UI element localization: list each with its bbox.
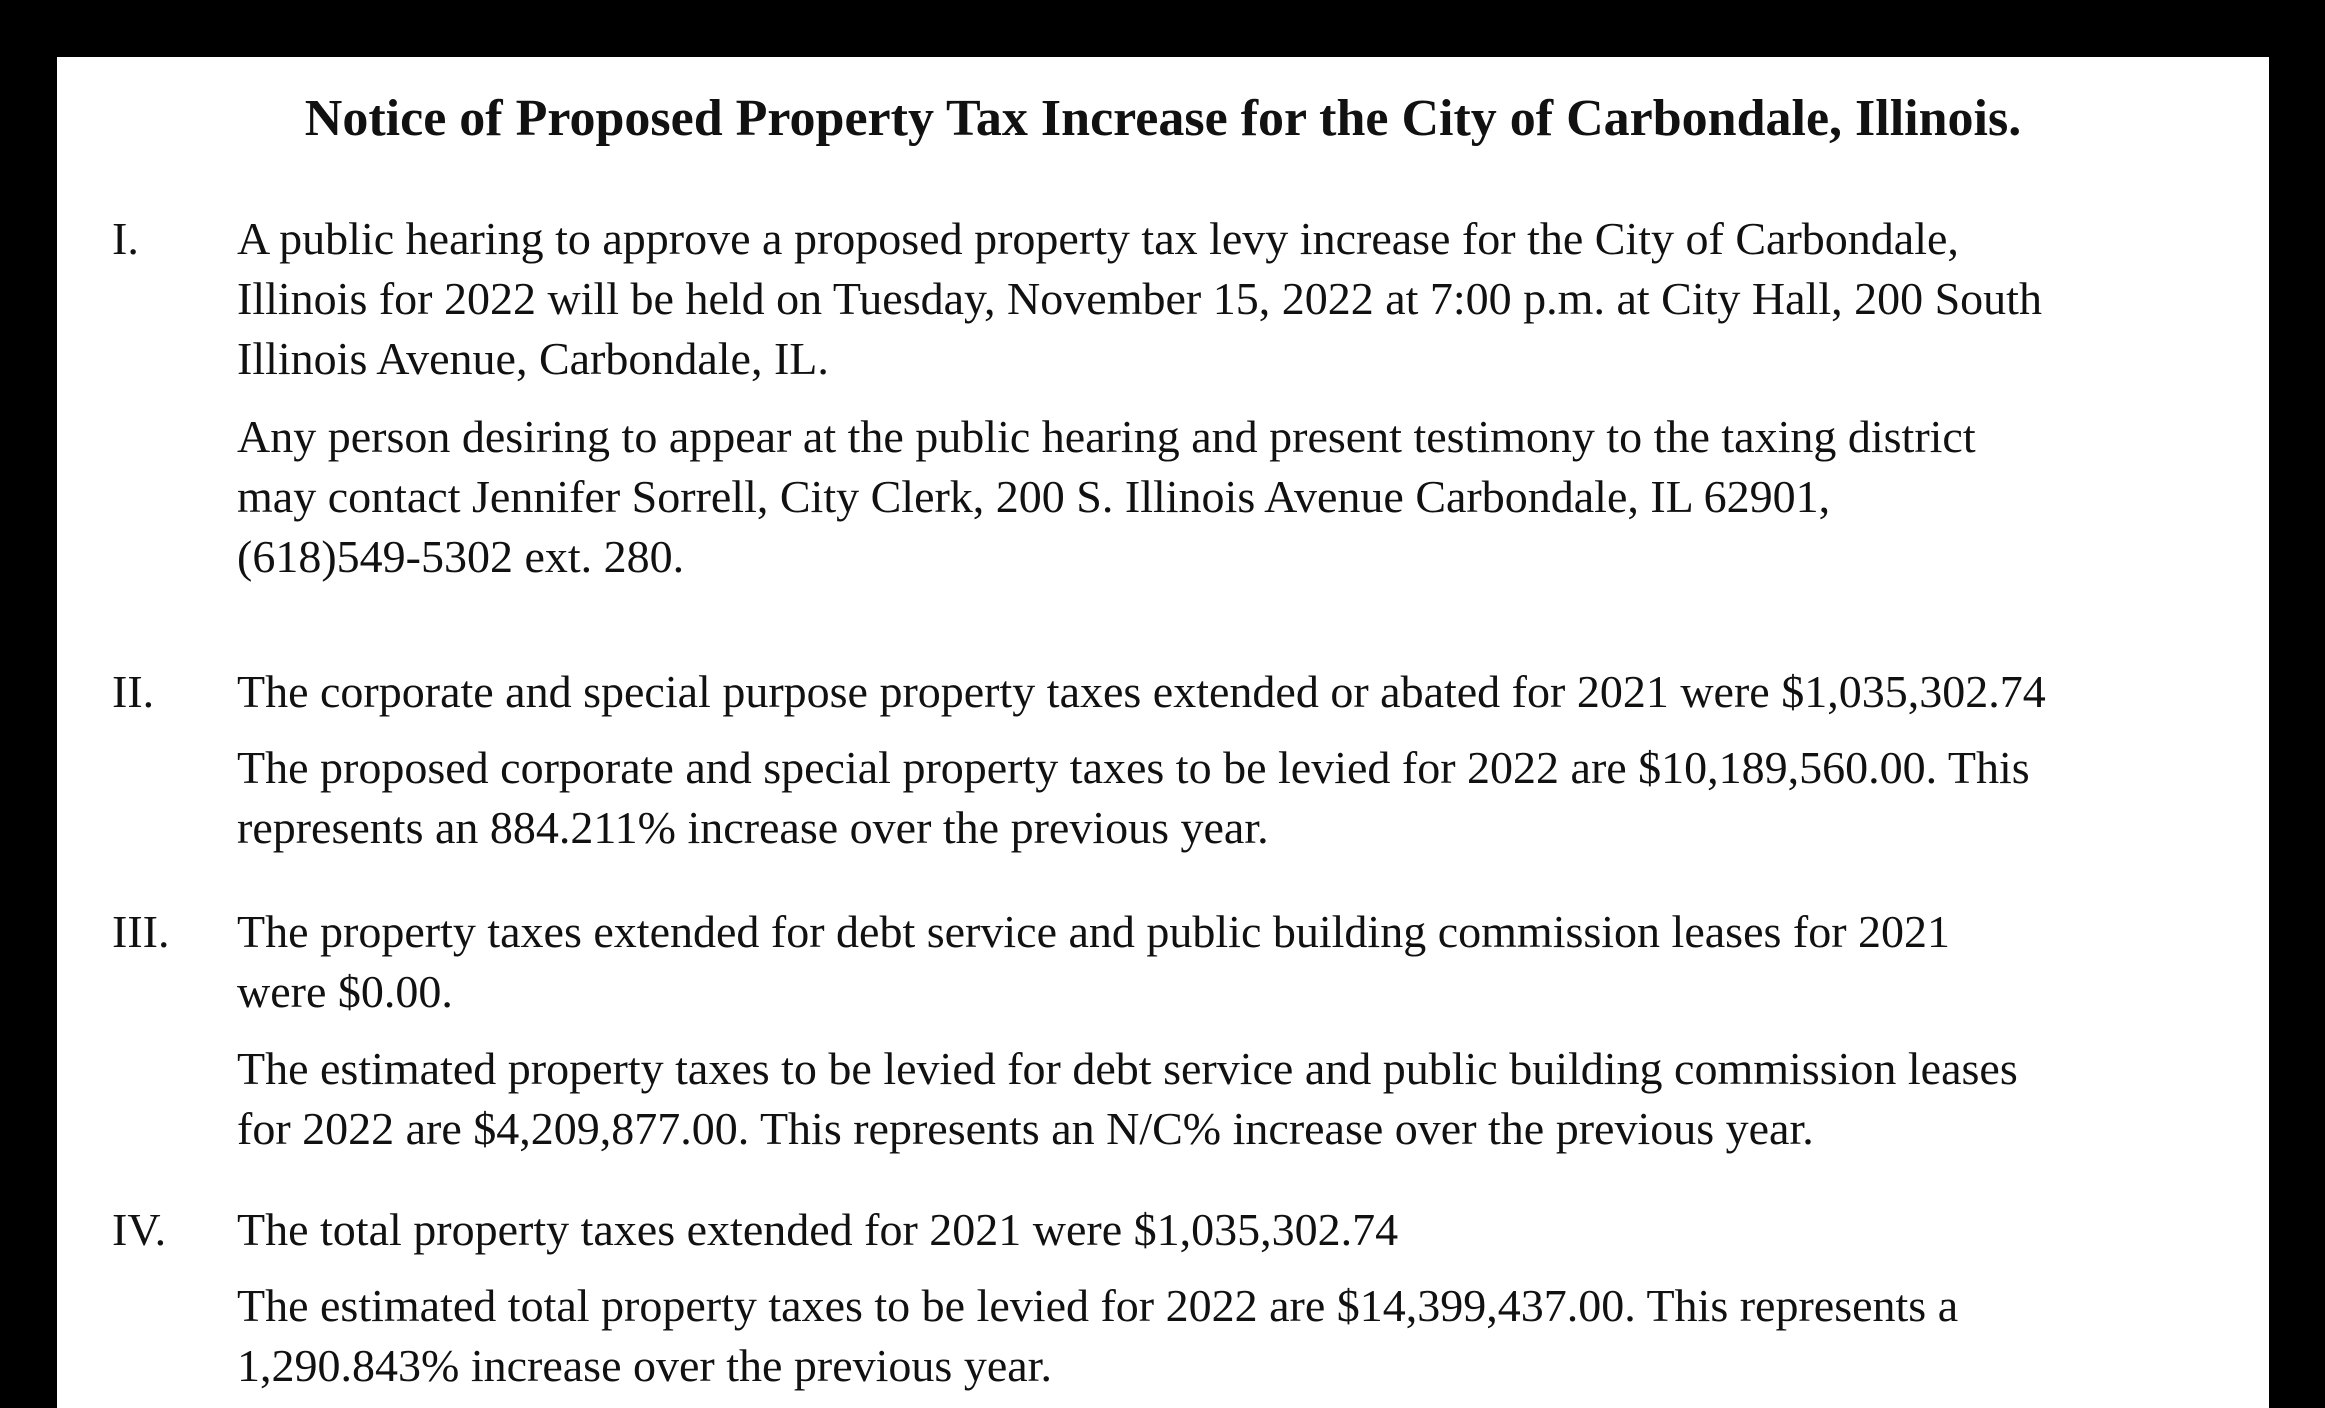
document-page	[57, 57, 2269, 1408]
paragraph-line: Illinois Avenue, Carbondale, IL.	[237, 333, 829, 384]
paragraph-line: represents an 884.211% increase over the previous year.	[237, 802, 1269, 853]
paragraph-line: Any person desiring to appear at the public hearing and present testimony to the taxing district	[237, 411, 1976, 462]
paragraph-line: The estimated total property taxes to be levied for 2022 are $14,399,437.00. This represents a	[237, 1280, 1959, 1331]
section-paragraph	[237, 1276, 2237, 1396]
section-numeral: II.	[112, 666, 155, 717]
section-numeral: III.	[112, 906, 170, 957]
paragraph-line: The estimated property taxes to be levied for debt service and public building commission leases	[237, 1043, 2018, 1094]
section-paragraph	[237, 209, 2237, 389]
paragraph-line: The property taxes extended for debt service and public building commission leases for 2021	[237, 906, 1951, 957]
section-paragraph	[237, 662, 2237, 722]
paragraph-line: may contact Jennifer Sorrell, City Clerk, 200 S. Illinois Avenue Carbondale, IL 62901,	[237, 471, 1831, 522]
paragraph-line: were $0.00.	[237, 966, 453, 1017]
section-paragraph	[237, 902, 2237, 1022]
section-paragraph	[237, 738, 2237, 858]
document-title: Notice of Proposed Property Tax Increase for the City of Carbondale, Illinois.	[304, 90, 2022, 147]
section-paragraph	[237, 407, 2237, 587]
paragraph-line: 1,290.843% increase over the previous year.	[237, 1340, 1052, 1391]
section-numeral: IV.	[112, 1204, 167, 1255]
paragraph-line: (618)549-5302 ext. 280.	[237, 531, 685, 582]
paragraph-line: The corporate and special purpose property taxes extended or abated for 2021 were $1,035,302.74	[237, 666, 2046, 717]
section-numeral: I.	[112, 213, 139, 264]
paragraph-line: A public hearing to approve a proposed property tax levy increase for the City of Carbondale,	[237, 213, 1959, 264]
section-paragraph	[237, 1200, 2237, 1260]
paragraph-line: for 2022 are $4,209,877.00. This represents an N/C% increase over the previous year.	[237, 1103, 1814, 1154]
paragraph-line: The total property taxes extended for 2021 were $1,035,302.74	[237, 1204, 1399, 1255]
paragraph-line: Illinois for 2022 will be held on Tuesday, November 15, 2022 at 7:00 p.m. at City Hall, 200 South	[237, 273, 2042, 324]
paragraph-line: The proposed corporate and special property taxes to be levied for 2022 are $10,189,560.00. This	[237, 742, 2030, 793]
section-paragraph	[237, 1039, 2237, 1159]
